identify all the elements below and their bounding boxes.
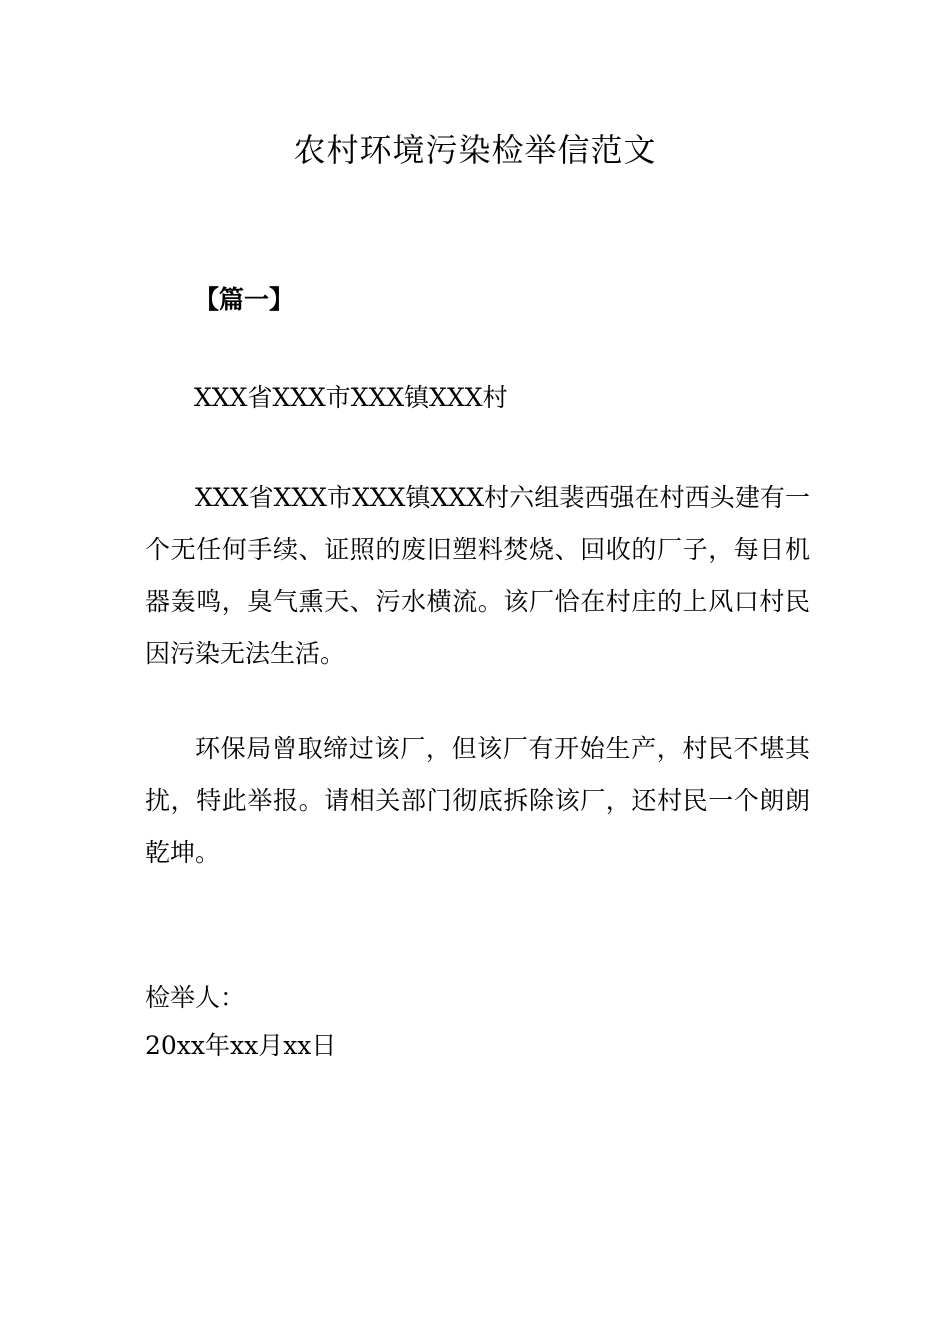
paragraph-complaint-details: XXX省XXX市XXX镇XXX村六组裴西强在村西头建有一个无任何手续、证照的废旧塑料焚烧、回收的厂子，每日机器轰鸣，臭气熏天、污水横流。该厂恰在村庄的上风口村民因污染无法生活。	[145, 483, 810, 668]
signature-label: 检举人：	[145, 983, 246, 1012]
address-line: XXX省XXX市XXX镇XXX村	[194, 383, 508, 412]
paragraph-request: 环保局曾取缔过该厂，但该厂有开始生产，村民不堪其扰，特此举报。请相关部门彻底拆除该厂，还村民一个朗朗乾坤。	[145, 734, 810, 867]
signature-date: 20xx年xx月xx日	[145, 1031, 337, 1060]
section-label: 【篇一】	[194, 285, 295, 314]
document-title: 农村环境污染检举信范文	[293, 131, 657, 169]
